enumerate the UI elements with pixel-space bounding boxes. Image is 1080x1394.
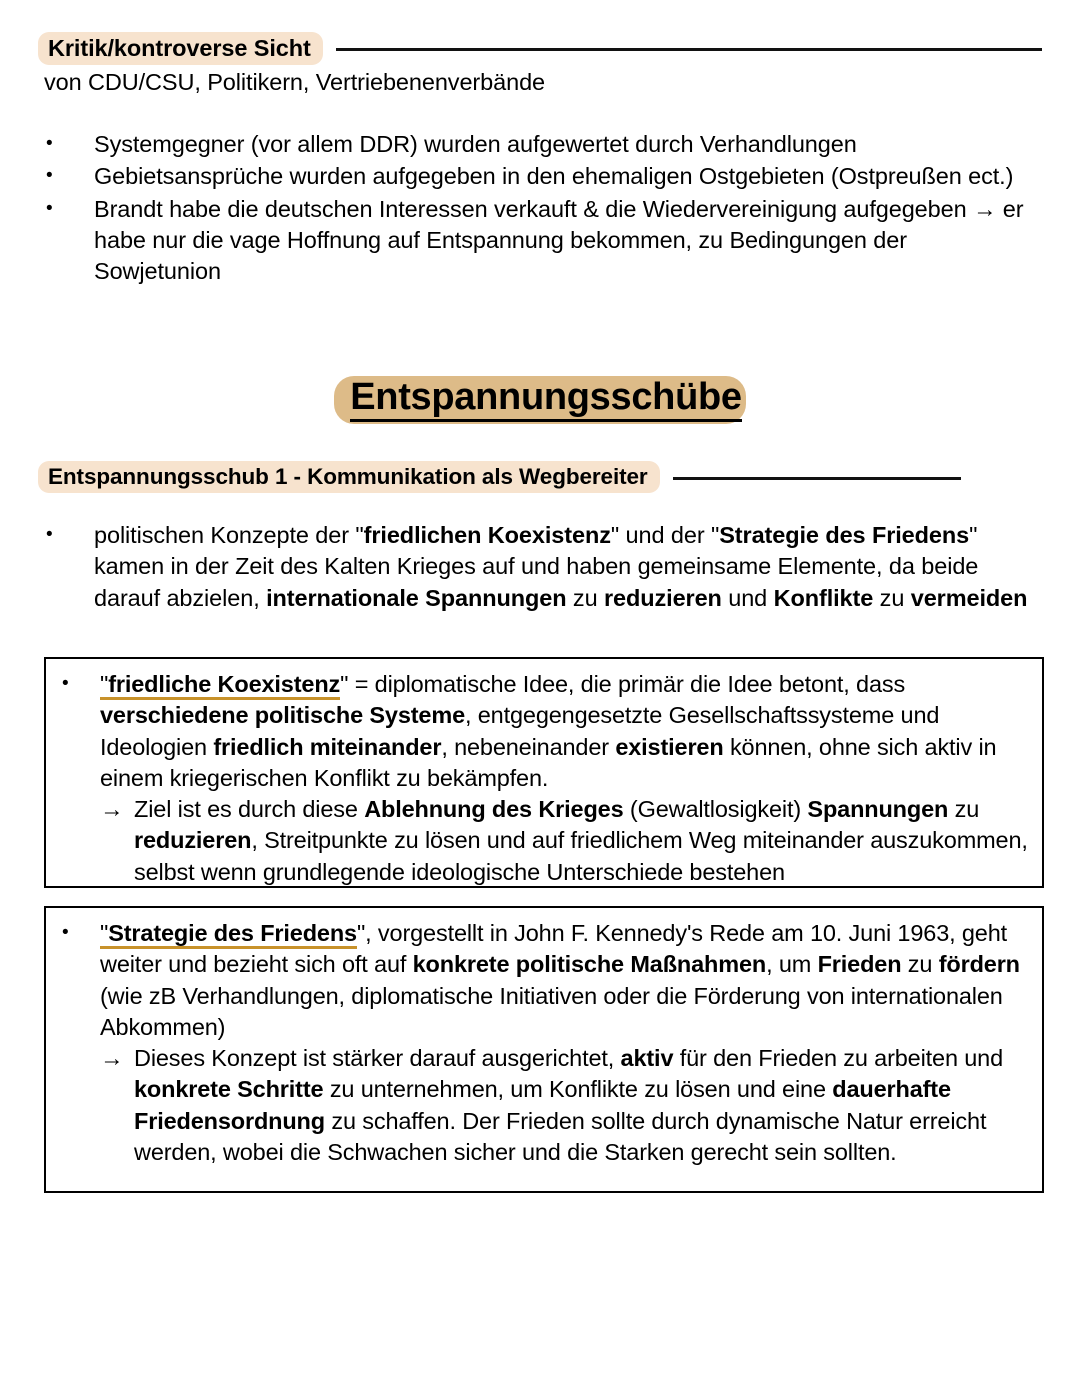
list-item (38, 129, 1038, 160)
definition-box-strategie-content (46, 908, 1042, 1178)
section-header-kritik-label: Kritik/kontroverse Sicht (38, 32, 323, 65)
arrow-right-icon: → (100, 1045, 124, 1071)
list-item-text: "friedliche Koexistenz" = diplomatische Idee, die primär die Idee betont, dass verschiedene politische Systeme, entgegengesetzte Gesellschaftssysteme und Ideologien friedlich miteinander, nebeneinander existieren können, ohne sich aktiv in einem kriegerischen Konflikt zu bekämpfen. (100, 671, 997, 791)
section-header-kritik-rule (336, 48, 1042, 51)
bullet-icon: • (62, 922, 69, 943)
kritik-bullet-list (38, 129, 1038, 288)
bullet-icon: • (46, 165, 53, 187)
definition-box-strategie (44, 906, 1044, 1193)
definition-box-koexistenz (44, 657, 1044, 888)
list-item (48, 669, 1034, 794)
section-header-schub1-rule (673, 477, 961, 480)
bullet-icon: • (46, 133, 53, 154)
page-title-text: Entspannungsschübe (350, 377, 742, 422)
definition-box-koexistenz-content (46, 659, 1042, 898)
sub-list-item-text: Dieses Konzept ist stärker darauf ausgerichtet, aktiv für den Frieden zu arbeiten und konkrete Schritte zu unternehmen, um Konflikte zu lösen und eine dauerhafte Friedensordnung zu schaffen. Der Frieden sollte durch dynamische Natur erreicht werden, wobei die Schwachen sicher und die Starken gerecht sein sollten. (134, 1045, 1004, 1165)
list-item-text: "Strategie des Friedens", vorgestellt in John F. Kennedy's Rede am 10. Juni 1963, geht weiter und bezieht sich oft auf konkrete politische Maßnahmen, um Frieden zu fördern (wie zB Verhandlungen, diplomatische Initiativen oder die Förderung von internationalen Abkommen) (100, 920, 1020, 1040)
list-item-text: politischen Konzepte der "friedlichen Koexistenz" und der "Strategie des Friedens" kamen in der Zeit des Kalten Krieges auf und haben gemeinsame Elemente, da beide darauf abzielen, internationale Spannungen zu reduzieren und Konflikte zu vermeiden (94, 522, 1028, 611)
section-header-schub1 (38, 461, 961, 493)
bullet-icon: • (46, 197, 53, 219)
list-item (38, 161, 1038, 192)
arrow-right-icon: → (100, 796, 124, 822)
list-item-text: Systemgegner (vor allem DDR) wurden aufgewertet durch Verhandlungen (94, 131, 857, 157)
list-item-text: Brandt habe die deutschen Interessen verkauft & die Wiedervereinigung aufgegeben → er habe nur die vage Hoffnung auf Entspannung bekommen, zu Bedingungen der Sowjetunion (94, 195, 1024, 284)
list-item (48, 918, 1034, 1043)
section-header-schub1-label: Entspannungsschub 1 - Kommunikation als Wegbereiter (38, 461, 660, 493)
sub-list-item-text: Ziel ist es durch diese Ablehnung des Krieges (Gewaltlosigkeit) Spannungen zu reduzieren, Streitpunkte zu lösen und auf friedlichem Weg miteinander auszukommen, selbst wenn grundlegende ideologische Unterschiede bestehen (134, 796, 1028, 885)
section-header-kritik (38, 32, 1042, 65)
schub1-bullet-list (38, 520, 1038, 615)
list-item (38, 520, 1038, 614)
list-item (38, 194, 1038, 288)
bullet-icon: • (46, 524, 53, 545)
list-item-text: Gebietsansprüche wurden aufgegeben in den ehemaligen Ostgebieten (Ostpreußen ect.) (94, 163, 1014, 190)
page-title-wrap (0, 376, 1080, 424)
kritik-subtitle: von CDU/CSU, Politikern, Vertriebenenverbände (44, 69, 546, 95)
sub-list-item (48, 1043, 1034, 1168)
bullet-icon: • (62, 673, 69, 694)
sub-list-item (48, 794, 1034, 888)
page-title (334, 376, 746, 424)
